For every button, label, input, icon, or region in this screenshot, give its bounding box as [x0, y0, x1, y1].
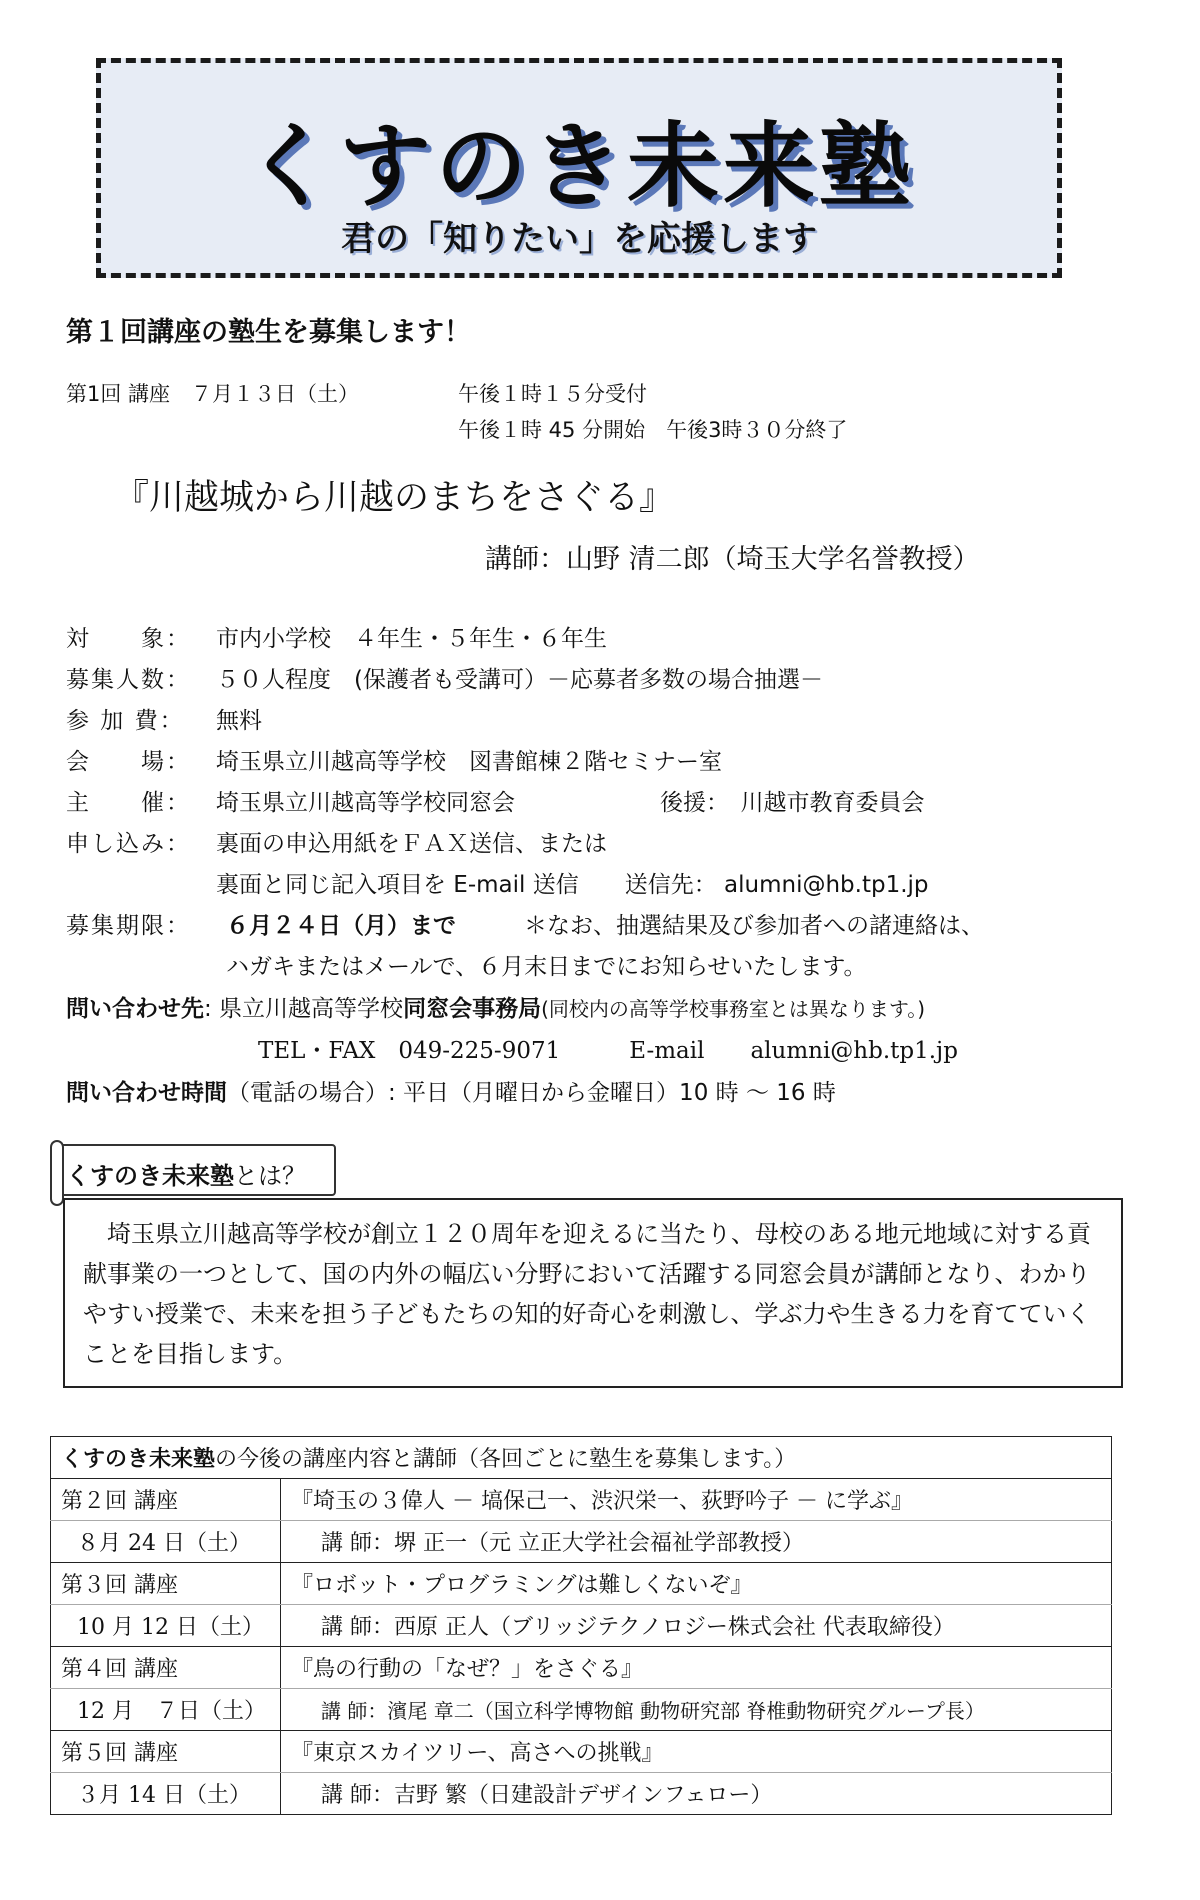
lecture-date: ８月 24 日（土）: [51, 1521, 281, 1563]
info-label: 主 催：: [66, 790, 191, 816]
deadline-note-2: ハガキまたはメールで、６月末日までにお知らせいたします。: [226, 954, 867, 980]
info-contact: [66, 990, 925, 1023]
info-label: 参 加 費：: [66, 708, 185, 734]
about-text: 埼玉県立川越高等学校が創立１２０周年を迎えるに当たり、母校のある地元地域に対する貢献事業の一つとして、国の内外の幅広い分野において活躍する同窓会員が講師となり、わかりやすい授業で、未来を担う子どもたちの知的好奇心を刺激し、学ぶ力や生きる力を育てていくことを目指します。: [83, 1220, 1091, 1368]
lecturer-name: 講師：山野 清二郎（埼玉大学名誉教授）: [485, 544, 980, 575]
lecture-table: [50, 1436, 1112, 1815]
info-value: 無料: [216, 708, 262, 734]
deadline-note: ＊なお、抽選結果及び参加者への諸連絡は、: [524, 913, 984, 939]
contact-note: (同校内の高等学校事務室とは異なります。): [541, 997, 926, 1021]
lecture-lecturer: 講 師：吉野 繁（日建設計デザインフェロー）: [281, 1773, 1112, 1815]
contact-tel: TEL・FAX 049-225-9071 E-mail alumni@hb.tp1.jp: [258, 1038, 958, 1064]
lecture-no: 第２回 講座: [51, 1479, 281, 1521]
lecture-date: 10 月 12 日（土）: [51, 1605, 281, 1647]
hours-label: 問い合わせ時間: [66, 1080, 227, 1106]
info-target: [66, 620, 607, 653]
lecture-no: 第４回 講座: [51, 1647, 281, 1689]
scroll-curl: [50, 1140, 64, 1206]
info-label: 会 場：: [66, 749, 191, 775]
contact-office: 同窓会事務局: [403, 996, 542, 1022]
info-host: [66, 784, 925, 817]
lecture-lecturer: 講 師：西原 正人（ブリッジテクノロジー株式会社 代表取締役）: [281, 1605, 1112, 1647]
banner-subtitle: 君の「知りたい」を応援します: [341, 219, 817, 259]
info-value: 裏面と同じ記入項目を E-mail 送信 送信先： alumni@hb.tp1.jp: [216, 872, 929, 898]
lecture-no: 第３回 講座: [51, 1563, 281, 1605]
info-capacity: [66, 661, 823, 694]
info-value: 市内小学校 ４年生・５年生・６年生: [216, 626, 607, 652]
deadline-date: ６月２４日（月）まで: [226, 913, 456, 939]
lecture-title: 『川越城から川越のまちをさぐる』: [114, 478, 675, 518]
lecture-lecturer: 講 師：濱尾 章二（国立科学博物館 動物研究部 脊椎動物研究グループ長）: [281, 1689, 1112, 1731]
info-deadline: [66, 907, 984, 940]
info-hours: [66, 1074, 836, 1107]
info-label: 募集期限：: [66, 913, 191, 939]
info-value: 埼玉県立川越高等学校同窓会: [216, 790, 515, 816]
table-header: [51, 1437, 1112, 1479]
schedule-line2: 午後１時 45 分開始 午後3時３０分終了: [458, 418, 848, 442]
about-box: [63, 1198, 1123, 1388]
info-apply: [66, 825, 607, 858]
lecture-date: 12 月 ７日（土）: [51, 1689, 281, 1731]
schedule-line1-right: 午後１時１５分受付: [458, 382, 647, 406]
header-banner: [96, 58, 1062, 278]
info-venue: [66, 743, 722, 776]
table-header-text: の今後の講座内容と講師（各回ごとに塾生を募集します。）: [215, 1447, 797, 1472]
info-label: 募集人数：: [66, 667, 191, 693]
contact-label: 問い合わせ先: [66, 996, 204, 1022]
info-value: 埼玉県立川越高等学校 図書館棟２階セミナー室: [216, 749, 722, 775]
about-tag-name: くすのき未来塾: [66, 1162, 234, 1190]
lecture-title-cell: 『ロボット・プログラミングは難しくないぞ』: [281, 1563, 1112, 1605]
lecture-date: ３月 14 日（土）: [51, 1773, 281, 1815]
about-tag-suffix: とは？: [234, 1162, 306, 1190]
banner-title: くすのき未来塾: [242, 113, 915, 220]
hours-value: （電話の場合）: 平日（月曜日から金曜日）10 時 ～ 16 時: [227, 1080, 836, 1106]
info-fee: [66, 702, 262, 735]
info-label: 対 象：: [66, 626, 191, 652]
info-label: 申し込み：: [66, 831, 191, 857]
lecture-no: 第５回 講座: [51, 1731, 281, 1773]
lecture-title-cell: 『東京スカイツリー、高さへの挑戦』: [281, 1731, 1112, 1773]
recruit-heading: 第１回講座の塾生を募集します！: [66, 317, 471, 348]
lecture-lecturer: 講 師：堺 正一（元 立正大学社会福祉学部教授）: [281, 1521, 1112, 1563]
contact-school: : 県立川越高等学校: [204, 996, 404, 1022]
lecture-title-cell: 『埼玉の３偉人 － 塙保己一、渋沢栄一、荻野吟子 － に学ぶ』: [281, 1479, 1112, 1521]
info-value: ５０人程度 (保護者も受講可）－応募者多数の場合抽選－: [216, 667, 823, 693]
table-header-name: くすのき未来塾: [61, 1446, 216, 1472]
info-value: 裏面の申込用紙をＦＡＸ送信、または: [216, 831, 607, 857]
schedule-line1-left: 第1回 講座 ７月１３日（土）: [66, 382, 360, 406]
lecture-title-cell: 『鳥の行動の「なぜ？」をさぐる』: [281, 1647, 1112, 1689]
about-tag: [54, 1144, 336, 1196]
info-support: 後援： 川越市教育委員会: [660, 790, 925, 816]
